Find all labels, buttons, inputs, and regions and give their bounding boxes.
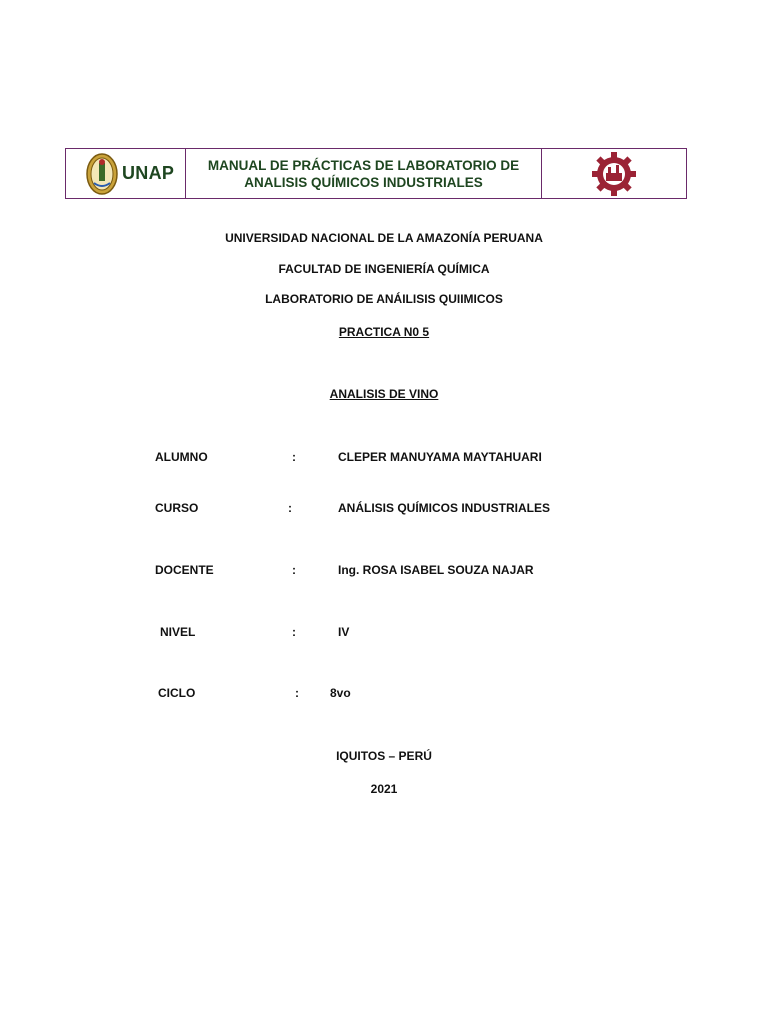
field-colon: : (295, 686, 299, 700)
field-colon: : (292, 563, 296, 577)
faculty-gear-icon (591, 151, 637, 197)
manual-title-cell (186, 149, 542, 198)
field-colon: : (292, 450, 296, 464)
laboratory-name: LABORATORIO DE ANÁILISIS QUIIMICOS (265, 292, 503, 306)
field-label-docente: DOCENTE (155, 563, 214, 577)
practice-number: PRACTICA N0 5 (338, 325, 430, 339)
manual-title-line-1: MANUAL DE PRÁCTICAS DE LABORATORIO DE (207, 157, 520, 173)
field-label-nivel: NIVEL (160, 625, 196, 639)
document-title: ANALISIS DE VINO (329, 387, 439, 401)
field-value-curso: ANÁLISIS QUÍMICOS INDUSTRIALES (338, 501, 551, 515)
year: 2021 (370, 782, 398, 796)
manual-title-line-2: ANALISIS QUÍMICOS INDUSTRIALES (244, 174, 483, 190)
field-value-ciclo: 8vo (330, 686, 351, 700)
university-seal-icon (86, 153, 118, 195)
faculty-logo-cell (542, 149, 686, 198)
logo-cell (66, 149, 186, 198)
location: IQUITOS – PERÚ (336, 749, 432, 763)
field-colon: : (292, 625, 296, 639)
field-value-nivel: IV (338, 625, 350, 639)
university-name: UNIVERSIDAD NACIONAL DE LA AMAZONÍA PERUANA (225, 231, 543, 245)
field-label-curso: CURSO (155, 501, 199, 515)
field-colon: : (288, 501, 292, 515)
header-table (65, 148, 687, 199)
field-value-alumno: CLEPER MANUYAMA MAYTAHUARI (338, 450, 542, 464)
field-label-alumno: ALUMNO (155, 450, 208, 464)
faculty-name: FACULTAD DE INGENIERÍA QUÍMICA (278, 262, 490, 276)
field-label-ciclo: CICLO (158, 686, 196, 700)
unap-logo-text: UNAP (122, 163, 175, 183)
field-value-docente: Ing. ROSA ISABEL SOUZA NAJAR (338, 563, 534, 577)
